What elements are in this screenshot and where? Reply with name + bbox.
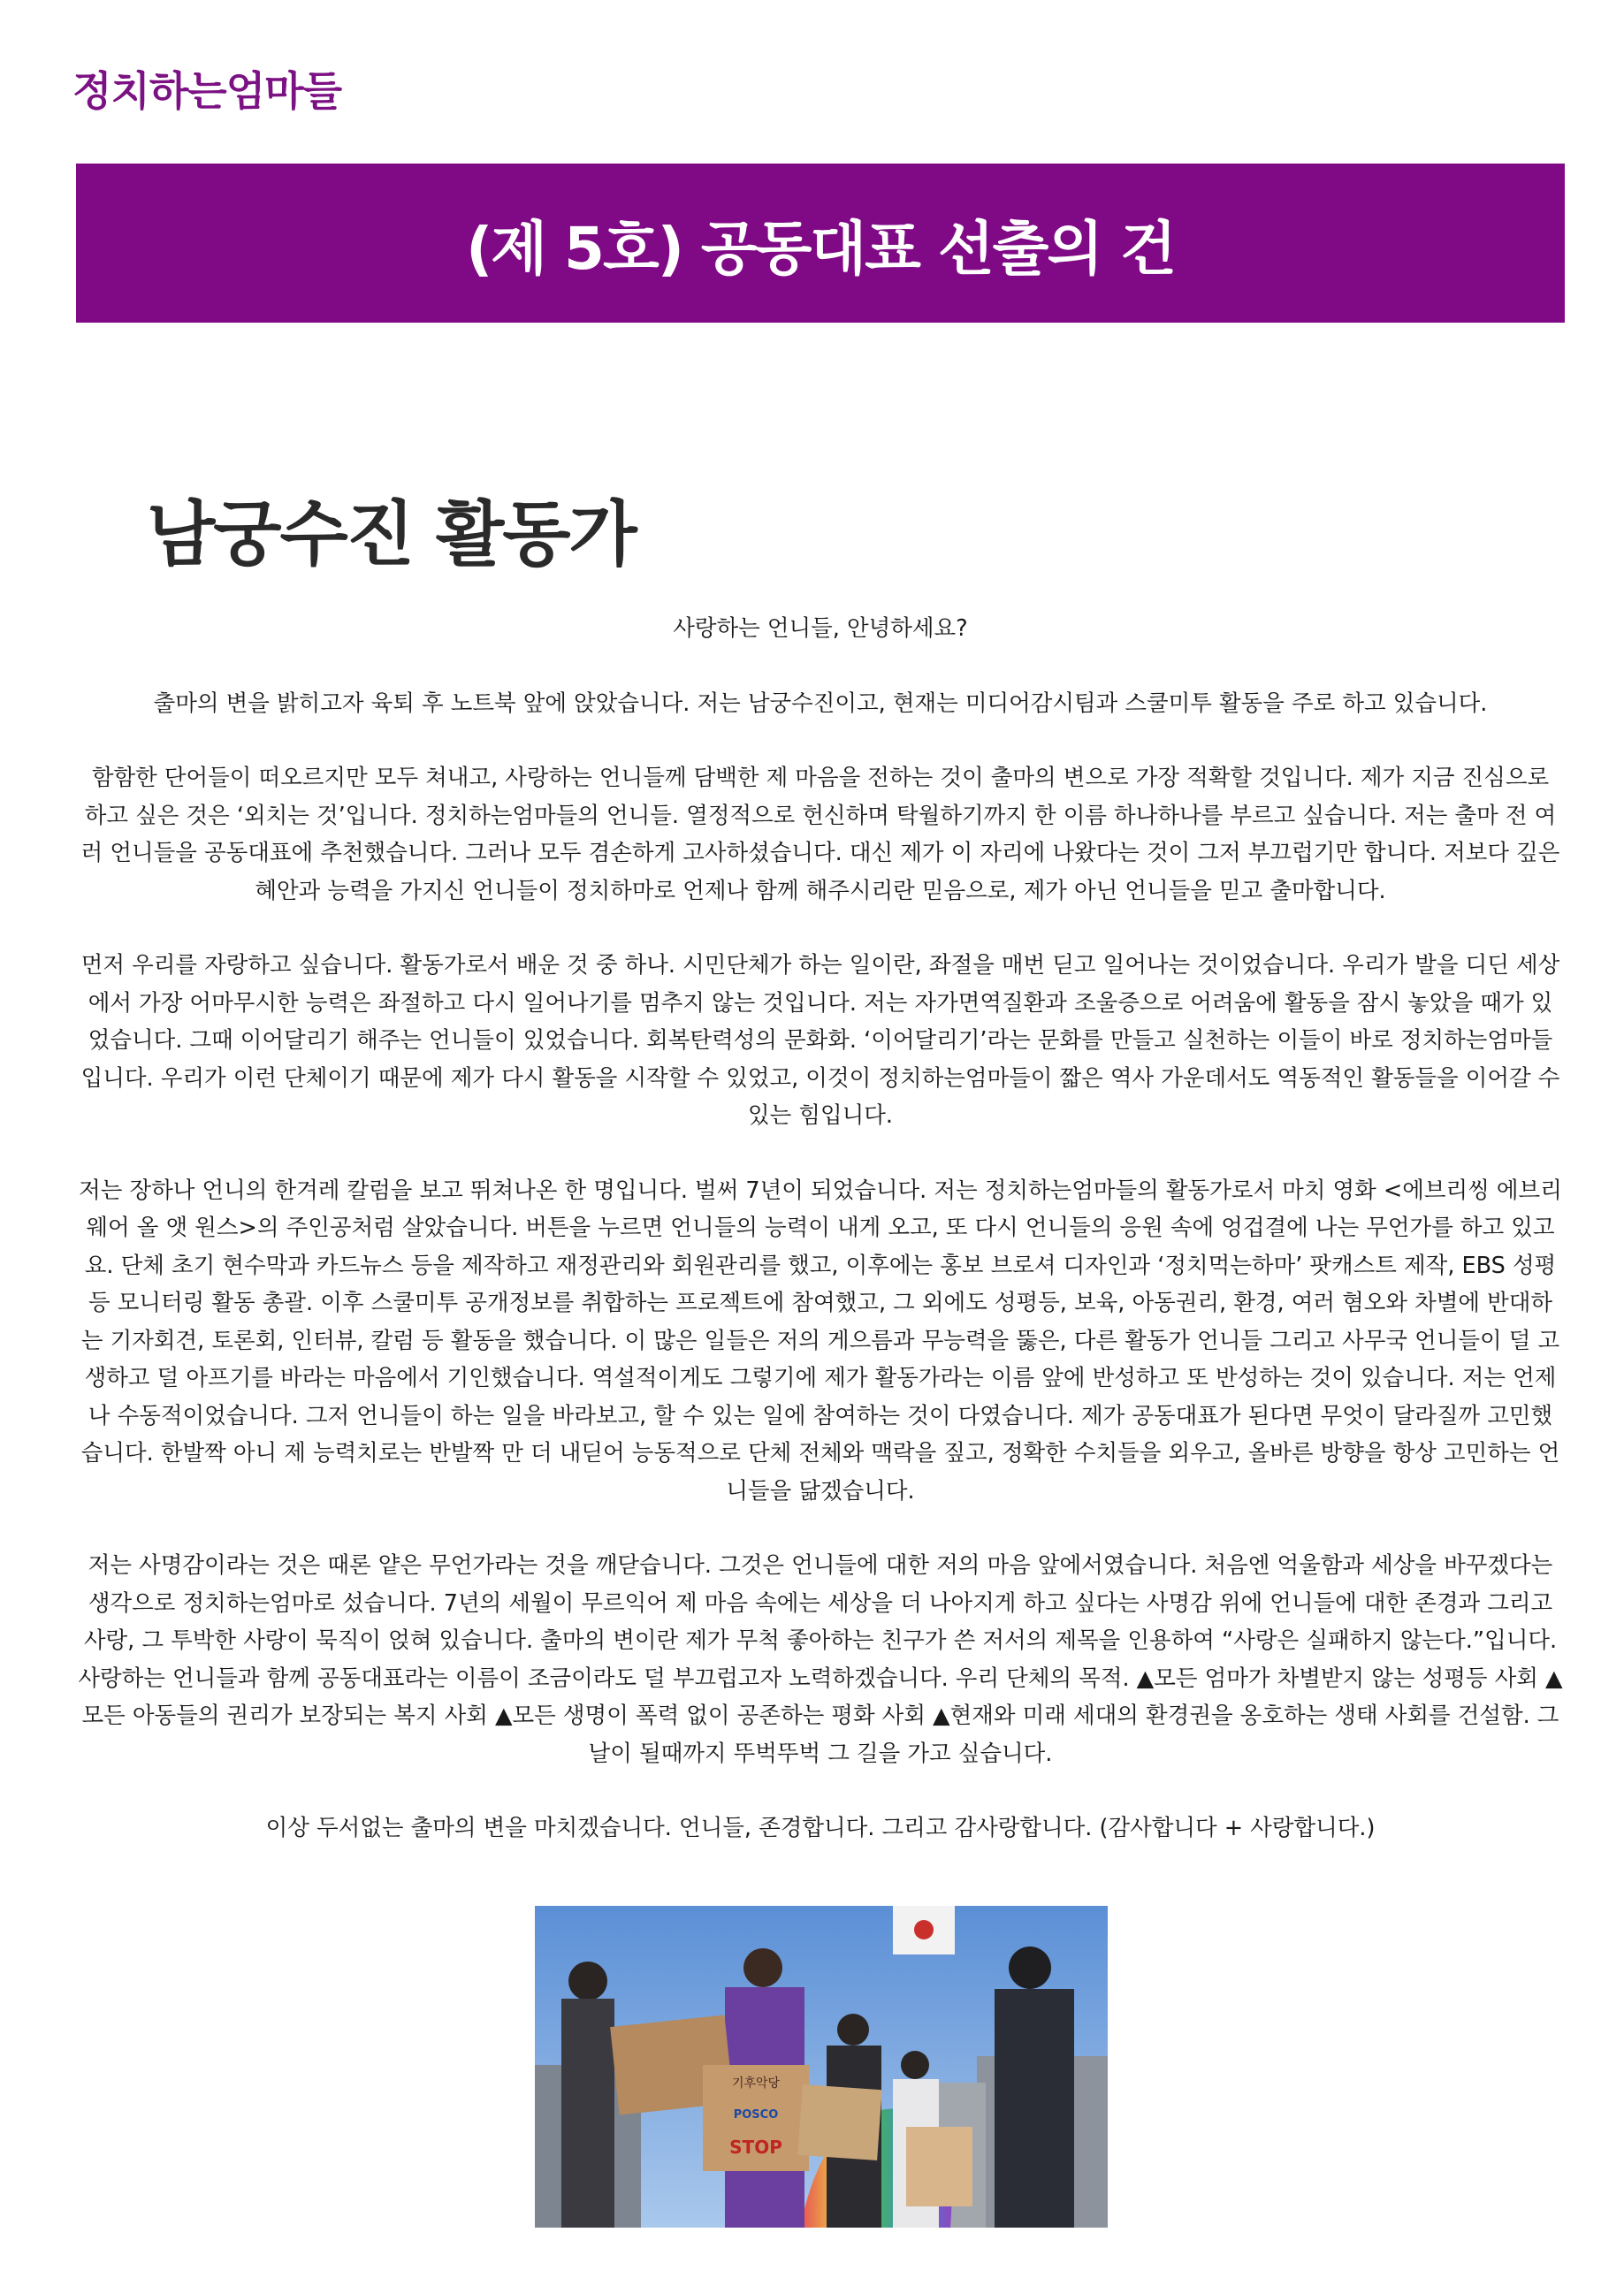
org-logo: 정치하는엄마들 xyxy=(72,67,342,115)
statement-paragraph: 저는 사명감이라는 것은 때론 얕은 무언가라는 것을 깨닫습니다. 그것은 언니들에 대한 저의 마음 앞에서였습니다. 처음엔 억울함과 세상을 바꾸겠다는 생각으로 정치하는엄마로 섰습니다. 7년의 세월이 무르익어 제 마음 속에는 세상을 더 나아지게 하고 싶다는 사명감 위에 언니들에 대한 존경과 그리고 사랑, 그 투박한 사랑이 묵직이 얹혀 있습니다. 출마의 변이란 제가 무척 좋아하는 친구가 쓴 저서의 제목을 인용하여 “사랑은 실패하지 않는다.”입니다. 사랑하는 언니들과 함께 공동대표라는 이름이 조금이라도 덜 부끄럽고자 노력하겠습니다. 우리 단체의 목적. ▲모든 엄마가 차별받지 않는 성평등 사회 ▲모든 아동들의 권리가 보장되는 복지 사회 ▲모든 생명이 폭력 없이 공존하는 평화 사회 ▲현재와 미래 세대의 환경권을 옹호하는 생태 사회를 건설함. 그 날이 될때까지 뚜벅뚜벅 그 길을 가고 싶습니다. xyxy=(78,1552,1563,1767)
agenda-banner xyxy=(76,164,1565,323)
statement-paragraph: 먼저 우리를 자랑하고 싶습니다. 활동가로서 배운 것 중 하나. 시민단체가 하는 일이란, 좌절을 매번 딛고 일어나는 것이었습니다. 우리가 발을 디딘 세상에서 가장 어마무시한 능력은 좌절하고 다시 일어나기를 멈추지 않는 것입니다. 저는 자가면역질환과 조울증으로 어려움에 활동을 잠시 놓았을 때가 있었습니다. 그때 이어달리기 해주는 언니들이 있었습니다. 회복탄력성의 문화화. ‘이어달리기’라는 문화를 만들고 실천하는 이들이 바로 정치하는엄마들입니다. 우리가 이런 단체이기 때문에 제가 다시 활동을 시작할 수 있었고, 이것이 정치하는엄마들이 짧은 역사 가운데서도 역동적인 활동들을 이어갈 수 있는 힘입니다. xyxy=(80,952,1560,1129)
greeting-paragraph: 사랑하는 언니들, 안녕하세요? xyxy=(673,615,968,642)
protest-photo-illustration xyxy=(535,1906,1108,2228)
statement-paragraph: 함함한 단어들이 떠오르지만 모두 쳐내고, 사랑하는 언니들께 담백한 제 마음을 전하는 것이 출마의 변으로 가장 적확할 것입니다. 제가 지금 진심으로 하고 싶은 것은 ‘외치는 것’입니다. 정치하는엄마들의 언니들. 열정적으로 헌신하며 탁월하기까지 한 이름 하나하나를 부르고 싶습니다. 저는 출마 전 여러 언니들을 공동대표에 추천했습니다. 그러나 모두 겸손하게 고사하셨습니다. 대신 제가 이 자리에 나왔다는 것이 그저 부끄럽기만 합니다. 저보다 깊은 혜안과 능력을 가지신 언니들이 정치하마로 언제나 함께 해주시리란 믿음으로, 제가 아닌 언니들을 믿고 출마합니다. xyxy=(80,765,1560,904)
sign-text: 기후악당 xyxy=(731,2076,781,2091)
statement-paragraph: 출마의 변을 밝히고자 육퇴 후 노트북 앞에 앉았습니다. 저는 남궁수진이고, 현재는 미디어감시팀과 스쿨미투 활동을 주로 하고 있습니다. xyxy=(153,689,1488,717)
banner-title: (제 5호) 공동대표 선출의 건 xyxy=(466,214,1175,283)
statement-paragraph: 저는 장하나 언니의 한겨레 칼럼을 보고 뛰쳐나온 한 명입니다. 벌써 7년이 되었습니다. 저는 정치하는엄마들의 활동가로서 마치 영화 <에브리씽 에브리웨어 올 앳 원스>의 주인공처럼 살았습니다. 버튼을 누르면 언니들의 능력이 내게 오고, 또 다시 언니들의 응원 속에 엉겁결에 나는 무언가를 하고 있고요. 단체 초기 현수막과 카드뉴스 등을 제작하고 재정관리와 회원관리를 했고, 이후에는 홍보 브로셔 디자인과 ‘정치먹는하마’ 팟캐스트 제작, EBS 성평등 모니터링 활동 총괄. 이후 스쿨미투 공개정보를 취합하는 프로젝트에 참여했고, 그 외에도 성평등, 보육, 아동권리, 환경, 여러 혐오와 차별에 반대하는 기자회견, 토론회, 인터뷰, 칼럼 등 활동을 했습니다. 이 많은 일들은 저의 게으름과 무능력을 뚫은, 다른 활동가 언니들 그리고 사무국 언니들이 덜 고생하고 덜 아프기를 바라는 마음에서 기인했습니다. 역설적이게도 그렇기에 제가 활동가라는 이름 앞에 반성하고 또 반성하는 것이 있습니다. 저는 언제나 수동적이었습니다. 그저 언니들이 하는 일을 바라보고, 할 수 있는 일에 참여하는 것이 다였습니다. 제가 공동대표가 된다면 무엇이 달라질까 고민했습니다. 한발짝 아니 제 능력치로는 반발짝 만 더 내딛어 능동적으로 단체 전체와 맥락을 짚고, 정확한 수치들을 외우고, 올바른 방향을 항상 고민하는 언니들을 닮겠습니다. xyxy=(79,1177,1562,1505)
sign-text: POSCO xyxy=(733,2108,779,2122)
closing-paragraph: 이상 두서없는 출마의 변을 마치겠습니다. 언니들, 존경합니다. 그리고 감사랑합니다. (감사합니다 + 사랑합니다.) xyxy=(265,1815,1376,1841)
sign-text: STOP xyxy=(729,2137,782,2158)
protest-photo xyxy=(535,1906,1108,2228)
candidate-statement xyxy=(78,610,1563,1885)
candidate-name: 남궁수진 활동가 xyxy=(147,493,636,575)
